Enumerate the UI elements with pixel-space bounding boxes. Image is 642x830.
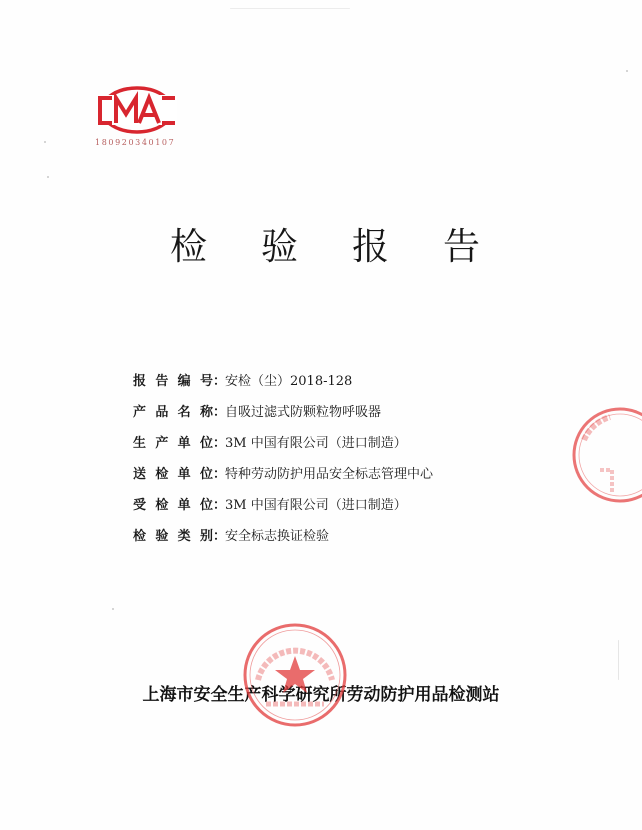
official-seal-stamp (240, 620, 350, 730)
cma-certificate-code: 180920340107 (95, 138, 176, 147)
cma-mark-icon (92, 86, 182, 134)
field-label: 受 检 单 位 (133, 498, 213, 513)
title-char: 验 (261, 225, 298, 268)
field-colon: ： (213, 436, 227, 451)
title-char: 报 (352, 225, 389, 268)
field-inspected-unit (133, 494, 433, 525)
field-label: 检 验 类 别 (133, 529, 213, 544)
report-title (170, 216, 480, 270)
field-colon: ： (213, 529, 227, 544)
field-value: 自吸过滤式防颗粒物呼吸器 (225, 405, 382, 420)
issuing-organization: 上海市安全生产科学研究所劳动防护用品检测站 (142, 685, 500, 705)
field-colon: ： (213, 405, 227, 420)
field-label: 送 检 单 位 (133, 467, 213, 482)
field-value: 3M 中国有限公司（进口制造） (225, 436, 407, 451)
title-char: 告 (443, 225, 480, 268)
cma-logo (92, 86, 182, 156)
report-info-list (133, 370, 433, 556)
field-label: 产 品 名 称 (133, 405, 213, 420)
field-value: 安检（尘）2018-128 (225, 374, 353, 389)
field-value: 3M 中国有限公司（进口制造） (225, 498, 407, 513)
field-label: 生 产 单 位 (133, 436, 213, 451)
field-label: 报 告 编 号 (133, 374, 213, 389)
field-value: 特种劳动防护用品安全标志管理中心 (225, 467, 434, 482)
field-product-name (133, 401, 433, 432)
field-colon: ： (213, 467, 227, 482)
field-value: 安全标志换证检验 (225, 529, 330, 544)
field-inspection-type (133, 525, 433, 556)
field-colon: ： (213, 498, 227, 513)
field-manufacturer (133, 432, 433, 463)
field-colon: ： (213, 374, 227, 389)
title-char: 检 (170, 225, 207, 268)
edge-seal-stamp (570, 400, 642, 510)
field-submitting-unit (133, 463, 433, 494)
field-report-number (133, 370, 433, 401)
